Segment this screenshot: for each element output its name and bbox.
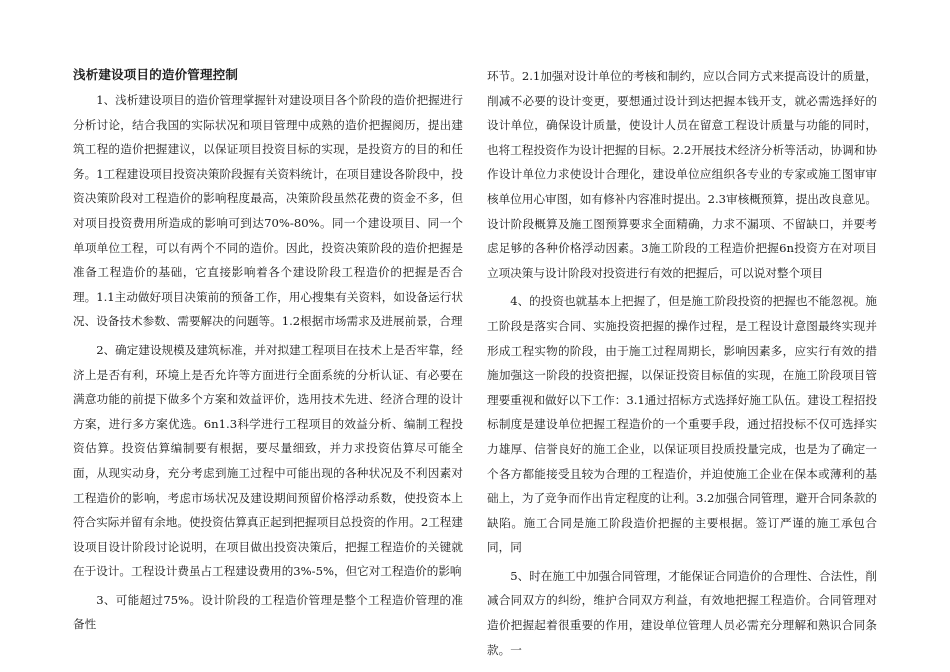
left-column bbox=[73, 64, 463, 641]
paragraph-4: 4、的投资也就基本上把握了，但是施工阶段投资的把握也不能忽视。施工阶段是落实合同、实施投资把握的操作过程，是工程设计意图最终实现并形成工程实物的阶段，由于施工过程周期长，影响因素多，应实行有效的措施加强这一阶段的投资把握，以保证投资目标值的实现，在施工阶段项目管理要重视和做好以下工作：3.1通过招标方式选择好施工队伍。建设工程招投标制度是建设单位把握工程造价的一个重要手段，通过招投标不仅可选择实力雄厚、信誉良好的施工企业，以保证项目投质投量完成，也是为了确定一个各方都能接受且较为合理的工程造价，并迫使施工企业在保本或薄利的基础上，为了竞争而作出肯定程度的让利。3.2加强合同管理，避开合同条款的缺陷。施工合同是施工阶段造价把握的主要根据。签订严谨的施工承包合同，同 bbox=[487, 294, 877, 555]
paragraph-3: 3、可能超过75%。设计阶段的工程造价管理是整个工程造价管理的准备性 bbox=[73, 592, 463, 632]
document-title: 浅析建设项目的造价管理控制 bbox=[73, 67, 239, 82]
paragraph-5: 5、时在施工中加强合同管理，才能保证合同造价的合理性、合法性，削减合同双方的纠纷，维护合同双方利益，有效地把握工程造价。合同管理对造价把握起着很重要的作用，建设单位管理人员必需充分理解和熟识合同条款。一 bbox=[487, 568, 877, 657]
paragraph-2: 2、确定建设规模及建筑标准，并对拟建工程项目在技术上是否牢靠，经济上是否有利，环境上是否允许等方面进行全面系统的分析认证、有必要在满意功能的前提下做多个方案和效益评价，选用技术先进、经济合理的设计方案，进行多方案优选。6n1.3科学进行工程项目的效益分析、编制工程投资估算。投资估算编制要有根据，要尽量细致，并力求投资估算尽可能全面，从现实动身，充分考虑到施工过程中可能出现的各种状况及不利因素对工程造价的影响，考虑市场状况及建设期间预留价格浮动系数，使投资本上符合实际并留有余地。使投资估算真正起到把握项目总投资的作用。2工程建设项目设计阶段讨论说明，在项目做出投资决策后，把握工程造价的关键就在于设计。工程设计费虽占工程建设费用的3%-5%，但它对工程造价的影响 bbox=[73, 342, 463, 579]
right-column bbox=[487, 64, 877, 666]
paragraph-3-continued: 环节。2.1加强对设计单位的考核和制约，应以合同方式来提高设计的质量，削减不必要的设计变更，要想通过设计到达把握本钱开支，就必需选择好的设计单位，确保设计质量，使设计人员在留意工程设计质量与功能的同时，也将工程投资作为设计把握的目标。2.2开展技术经济分析等活动，协调和协作设计单位力求使设计合理化，建设单位应组织各专业的专家或施工图审审核单位用心审图，如有修补内容准时提出。2.3审核概预算，提出改良意见。设计阶段概算及施工图预算要求全面精确，力求不漏项、不留缺口，并要考虑足够的各种价格浮动因素。3施工阶段的工程造价把握6n投资方在对项目立项决策与设计阶段对投资进行有效的把握后，可以说对整个项目 bbox=[487, 69, 877, 280]
paragraph-1: 1、浅析建设项目的造价管理掌握针对建设项目各个阶段的造价把握进行分析讨论，结合我国的实际状况和项目管理中成熟的造价把握阅历，提出建筑工程的造价把握建议，以保证项目投资目标的实现，是投资方的目的和任务。1工程建设项目投资决策阶段握有关资料统计，在项目建设各阶段中，投资决策阶段对工程造价的影响程度最高，决策阶段虽然花费的资金不多，但对项目投资费用所造成的影响可到达70%-80%。同一个建设项目、同一个单项单位工程，可以有两个不同的造价。因此，投资决策阶段的造价把握是准备工程造价的基础，它直接影响着各个建设阶段工程造价的把握是否合理。1.1主动做好项目决策前的预备工作，用心搜集有关资料，如设备运行状况、设备技术参数、需要解决的问题等。1.2根据市场需求及进展前景，合理 bbox=[73, 93, 463, 329]
